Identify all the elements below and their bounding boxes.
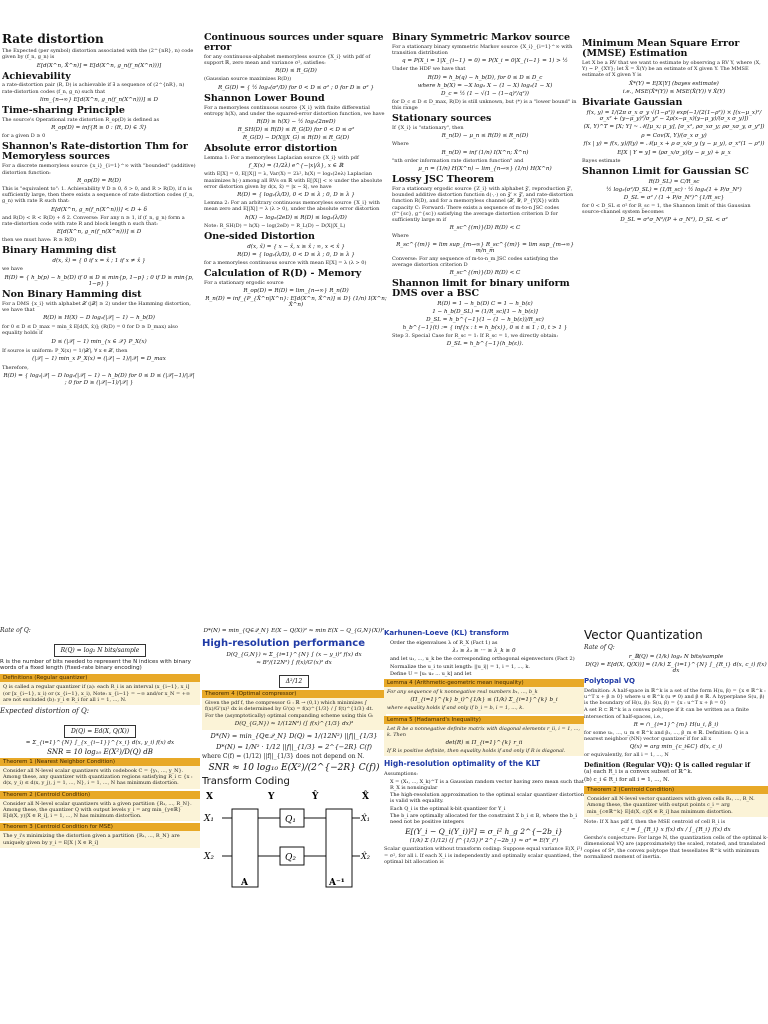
equation-theorem4: D(Q_{G,N}) ≈ 1/(12N²) (∫ f(x)^{1/3} dx)³ [234,720,354,727]
text-convex-polytope: A set R ⊂ ℝ^k is a convex polytope if it can be written as a finite intersection of half-spaces, i.e., [584,707,749,720]
equation-rop-limit: R_op(D) = R(D) = lim_{n→∞} R_n(D) [243,288,349,295]
diagram-label-xhat: X̂ [362,792,369,803]
text-given-d: for a given D ≥ 0 [2,133,46,140]
text-under-hdf: Under the HDF we have that [392,66,466,73]
heading-hires-klt: High-resolution optimality of the KLT [384,759,541,769]
equation-bsc-limit: 1 − h_b(D_SL) = (1/R_sc)[1 − h_b(ε)] [432,309,538,316]
heading-shannon-limit-bsc: Shannon limit for binary uniform DMS over a BSC [392,278,570,300]
cheatsheet-page-2 [0,616,768,1024]
lemma4-title: Lemma 4 (Arithmetic-geometric mean inequality) [384,679,584,687]
equation-laplacian-pdf: f_X(x) = (1/2λ) e^{−|x|/λ}, x ∈ ℝ [248,163,344,170]
equation-dq-sum: = Σ_{i=1}^{N} ∫_{x_{i−1}}^{x_i} d(x, y_i) f(x) dx [25,739,175,746]
equation-rn-def: R_n(D) = inf (1/n) I(X^n; X̂^n) [441,149,529,156]
lemma5 [384,724,584,757]
text-shannon-rd: For a discrete memoryless source {x_i}_{i=1}^∞ with "bounded" (additive) distortion function: [2,163,196,176]
equation-markov-rd: R(D) = h_b(q) − h_b(D), for 0 ≤ D ≤ D_c [427,74,543,81]
theorem2 [0,799,200,822]
equation-dstar: D*(N) = min_{Q∈𝒬_N} E(X − Q(X))² ≈ min E(X − Q_{G,N}(X))² [203,628,385,634]
equation-gaussian-limit: ½ log₂(σ²/D_SL) = (1/R_sc) · ½ log₂(1 + P/σ_N²) [606,186,742,193]
heading-binary-markov: Binary Symmetric Markov source [392,32,571,43]
heading-continuous-sources: Continuous sources under square error [204,32,384,53]
text-lossy-jsc: For a stationary ergodic source {Z_i} with alphabet 𝒵, reproduction 𝒵̂, bounded additive distortion function d(·,·) on 𝒵 × 𝒵̂, and rate-distortion function R(D), and for a memoryless channel (𝒳, 𝒴, P_{Y|X}) with capacity C: Forward: There exists a sequence of m-to-n JSC codes (f^{sc}, g^{sc}) satisfying the average distortion criterion D for sufficiently large m if [392,185,574,224]
text-expected-distortion: The Expected (per symbol) distortion associated with the (2^{nR}, n) code given by (f_n, g_n) is [2,48,194,61]
text-where: Where [392,141,409,148]
page1-column-4 [582,0,766,572]
text-mmse: Let X be a RV that we want to estimate by observing a RV Y, where (X, Y) ~ P_{XY}; let X̂ = X̂(Y) be an estimate of X given Y. The MMSE estimate of X given Y is [582,59,761,79]
text-rate-of-q: Rate of Q: [0,627,31,634]
heading-stationary-sources: Stationary sources [392,113,492,125]
diagram-label-xhat1: X̂₁ [361,814,370,824]
text-or-equivalently: or equivalently, for all i = 1, ..., N [584,752,669,759]
heading-achievability: Achievability [2,70,71,82]
equation-conditional-pdf: f(x | y) = f(x, y)/f(y) = 𝒩(μ_x + ρ σ_x/σ_y (y − μ_y), σ_x²(1 − ρ²)) [583,140,765,147]
theorem3 [0,831,200,848]
equation-slb-divergence: R_G(D) − D(X||X_G) ≤ R(D) ≤ R_G(D) [242,135,350,142]
equation-hires-integral: ≈ B²/(12N²) ∫ f(x)/G'(x)² dx [256,660,332,666]
text-equivalent: This is "equivalent to": 1. Achievability ∀ D ≥ 0, δ > 0, and R > R(D), if n is sufficiently large, then there exists a sequence of rate distortion codes (f_n, g_n) with rate R such that: [2,185,194,205]
lemma5-equality: If R is positive definite, then equality holds if and only if R is diagonal. [387,748,566,754]
equation-slb: R(D) ≥ h(X) − ½ log₂(2πeD) [256,119,336,126]
equation-expected-distortion: E[d(X^n, X̂^n)] = E[d(X^n, g_n(f_n(X^n)))] [36,62,162,69]
diagram-label-y: Y [268,792,275,803]
text-gaussian-max: (Gaussian source maximizes R(D)) [204,76,292,83]
text-therefore: Therefore, [2,364,29,371]
text-stationary: If {X_i} is "stationary", then [392,125,464,132]
equation-lossy-converse: R_sc^{(m)}(D) R(D) < C [449,270,521,277]
theorem4-title: Theorem 4 (Optimal compressor) [202,690,386,698]
equation-step3: D_SL = h_b^{−1}(h_b(ε)). [446,341,524,348]
equation-dsl-gaussian: D_SL = σ² / (1 + P/σ_N²)^{1/R_sc} [623,194,725,201]
equation-hadamard: det(R) ≤ Π_{i=1}^{k} r_ii [445,740,523,746]
equation-eigenvalue-order: λ₁ ≥ λ₂ ≥ ··· ≥ λ_k ≥ 0 [452,648,516,655]
diagram-label-q2: Q₂ [285,853,296,864]
text-non-binary: For a DMS {x_i} with alphabet 𝒳 (|𝒳| ≥ 2) under the Hamming distortion, we have that [2,300,191,313]
equation-klt-distortion: E[(Y_i − Q_i(Y_i))²] = σ_i² h_g 2^{−2b_i} [405,827,563,837]
equation-rate-of-q: R(Q) = log₂ N bits/sample [54,644,147,657]
heading-rd-memory: Calculation of R(D) - Memory [204,268,362,280]
heading-lossy-jsc: Lossy JSC Theorem [392,173,495,185]
text-one-sided-source: for a memoryless continuous source with mean E[X] = λ (λ > 0) [204,259,367,266]
equation-dstar-min: D*(N) = min_{Q∈𝒬_N} D(Q) ≈ 1/(12N²) ||f||_{1/3} [210,731,378,740]
text-regular-vq-b: (b) c_i ∈ R_i for all i = 1, ..., N. [584,777,670,784]
equation-rn-inf: R_n(D) = inf_{P_{X̂^n|X^n}: E[d(X^n, X̂^n)] ≤ D} (1/n) I(X^n; X̂^n) [205,296,387,309]
diagram-block-a-inverse [326,809,352,887]
diagram-label-x2: X₂ [204,852,215,863]
equation-non-binary-bound: R(D) ≥ H(X) − D log₂(|𝒳| − 1) − h_b(D) [43,315,155,322]
equation-mmse-optimal: i.e., MSE(X̂*(Y)) ≤ MSE(X̂(Y)) ∀ X̂(Y) [622,88,726,95]
equation-rho: ρ = Cov(X, Y)/(σ_x σ_y) [641,132,707,139]
lemma5-title: Lemma 5 (Hadamard's Inequality) [384,716,584,724]
text-regular-vq-a: (a) each R_i is a convex subset of ℝ^k. [584,769,693,776]
equation-vq-distortion: D(Q) = E[d(X, Q(X))] = (1/k) Σ_{i=1}^{N} ∫_{R_i} d(x, c_i) f(x) dx [585,661,767,674]
heading-non-binary-hamming: Non Binary Hamming dist [2,288,142,300]
equation-dc: D_c = ½ (1 − √(1 − (1−q)²/q²)) [441,90,529,97]
heading-shannon-lower-bound: Shannon Lower Bound [204,92,325,104]
equation-dq: D(Q) = Ed(X, Q(X)) [64,725,136,738]
equation-hb-inverse: h_b^{−1}(t) := { inf{x : t = h_b(x)}, 0 ≤ t ≤ 1 ; 0, t > 1 } [402,325,568,332]
equation-snr: SNR = 10 log₁₀ E(X²)/D(Q) dB [47,747,153,756]
transform-coding-diagram [202,789,380,897]
equation-rop-equals-rd: R_op(D) = R(D) [76,177,122,184]
equation-mse-centroid: c_i = ∫_{R_i} x f(x) dx / ∫_{R_i} f(x) dx [621,827,731,834]
text-cf-independent: where C(f) = (1/12) ||f||_{1/3} does not depend on N. [202,752,365,760]
heading-rate-distortion: Rate distortion [2,32,104,46]
equation-dstar-cf: D*(N) = 1/N² · 1/12 ||f||_{1/3} = 2^{−2R} C(f) [216,742,372,751]
text-half-space: Definition: A half-space in ℝ^k is a set of the form H(u, β) = {x ∈ ℝ^k : u^T x + β ≥ 0} where u ∈ ℝ^k (u ≠ 0) and β ∈ ℝ. A hyperplane S(u, β) is the boundary of H(u, β): S(u, β) = {x : u^T x + β = 0} [584,687,766,706]
equation-klt-average: (1/k) Σ (1/12) (∫ f^{1/3})³ 2^{−2b_i} ≈ σ² = E(Y_i²) [409,838,559,845]
equation-hires-sum: D(Q_{G,N}) ≈ Σ_{i=1}^{N} ∫ (x − y_i)² f(x) dx [226,652,362,658]
bullet-assumption-bit-allocation: The b_i are optimally allocated for the constraint Σ b_i ≤ B, where the b_i need not be positive integers [390,812,577,825]
diagram-label-xhat2: X̂₂ [361,852,370,862]
equation-bsc-rd-capacity: R(D) = 1 − h_b(D) C = 1 − h_b(ε) [437,301,533,308]
equation-mu-n: μ_n = (1/n) H(X^n) − lim_{n→∞} (1/n) H(X^n) [418,165,552,172]
text-converse: and R(D) < R < R(D) + δ 2. Converse: For any n ≥ 1, if (f_n, g_n) form a rate-distortion code with rate R and block length n such that: [2,214,185,227]
heading-one-sided: One-sided Distortion [204,230,315,242]
text-where-2: Where [392,233,409,240]
text-scalar-without-transform: Scalar quantization without transform coding: Suppose equal variance E(X_i²) = σ², for all i. If each X_i is independently and optimally scalar quantized, the optimal bit allocation is [384,846,583,865]
diagram-label-a-inverse: A⁻¹ [329,878,345,889]
text-mse-centroid-note: Note: If X has pdf f, then the MSE centroid of cell R_i is [584,818,726,825]
equation-achievability: lim_{n→∞} E[d(X^n, g_n(f_n(X^n)))] ≤ D [40,96,158,103]
lemma5-body: Let R be a nonnegative definite matrix with diagonal elements r_ii, i = 1, ..., k. Then [387,725,580,738]
equation-laplacian-rd: R(D) = { log₂(λ/D), 0 < D ≤ λ ; 0, D ≥ λ } [237,192,355,199]
equation-delta-squared: Δ²/12 [279,675,309,688]
text-note-rsh: Note: R_SH(D) = h(X) − log(2eD) = R_L(D) − D(X||X_L) [204,222,346,229]
heading-shannon-limit-gaussian: Shannon Limit for Gaussian SC [582,165,749,177]
text-uniform-source: If source is uniform: P_X(x) = 1/|𝒳|, ∀ x ∈ 𝒳, then [2,347,128,354]
equation-operational-rd: R_op(D) = inf{R ≥ 0 : (R, D) ∈ ℛ} [51,125,147,132]
diagram-label-x: X [206,792,213,803]
equation-one-sided-distortion: d(x, x̂) = { x − x̂, x ≥ x̂ ; ∞, x < x̂ } [247,243,345,250]
equation-uniform-rd: R(D) = { log₂|𝒳| − D log₂(|𝒳| − 1) − h_b(D) for 0 ≤ D ≤ (|𝒳|−1)/|𝒳| ; 0 for D ≥ (|𝒳|−1)/|𝒳| } [3,373,195,387]
heading-regular-vq: Definition (Regular VQ): Q is called regular if [584,760,751,769]
page2-column-1 [0,616,200,1024]
equation-rsc: R_sc^{(m)} = lim sup_{m→∞} R_sc^{(m)} = lim sup_{m→∞} m/n_m [396,241,574,254]
text-nth-order: "nth order information rate distortion function" and [392,157,524,164]
diagram-label-a: A [241,878,248,889]
equation-binary-rd: R(D) = { h_b(p) − h_b(D) if 0 ≤ D ≤ min{p, 1−p} ; 0 if D ≥ min{p, 1−p} } [4,274,194,287]
page2-column-4 [584,616,768,1024]
definition-regular-quantizer [0,682,200,705]
text-lemma1: Lemma 1: For a memoryless Laplacian source {X_i} with pdf [204,155,359,162]
lemma4-body: For any sequence of k nonnegative real numbers b₁, ..., b_k [387,689,538,695]
heading-absolute-error: Absolute error distortion [204,143,338,155]
equation-slb-sandwich: R_SH(D) ≤ R(D) ≤ R_G(D) for 0 < D ≤ σ² [237,127,355,134]
vq-theorem2-body: Consider all N-level vector quantizers with given cells R₁, ..., R_N. Among these, the quantizer with output points c_i = arg min_{c∈ℝ^k} E[d(X, c)|X ∈ R_i] has minimum distortion. [587,796,755,815]
equation-vq-rate: r_ℝ(Q) = (1/k) log₂ N bits/sample [628,653,724,660]
theorem1-title: Theorem 1 (Nearest Neighbor Condition) [0,758,200,766]
equation-rd-sl: R(D_SL) = C/R_sc [648,178,700,185]
heading-transform-coding: Transform Coding [202,776,290,788]
page1-column-1 [2,0,196,572]
bullet-assumption-hires: The high-resolution approximation to the optimal scalar quantizer distortion is valid with equality. [390,792,584,805]
diagram-label-yhat: Ŷ [312,792,319,803]
equation-one-sided-rd: R(D) = { log₂(λ/D), 0 < D ≤ λ ; 0, D ≥ λ } [237,251,355,258]
text-assumptions: Assumptions: [384,771,418,778]
theorem2-title: Theorem 2 (Centroid Condition) [0,791,200,799]
theorem4 [202,698,386,730]
heading-klt: Karhunen-Loeve (KL) transform [384,629,509,637]
text-vq-rate: Rate of Q: [584,644,615,651]
text-continuous-sources: for any continuous-alphabet memoryless source {X_i} with pdf of support ℝ, zero mean and variance σ², satisfies: [204,53,371,67]
lemma4 [384,687,584,714]
text-nn-definition: for some u₁, ..., u_m ∈ ℝ^k and β₁, ..., β_m ∈ ℝ. Definition: Q is a nearest neighbor (NN) vector quantizer if for all x [584,729,749,742]
text-shannon-lower-bound: For a memoryless continuous source {X_i} with finite differential entropy h(X), and under the squared-error distortion function, we have [204,104,385,117]
page1-column-2 [204,0,388,572]
text-lemma2: Lemma 2: For an arbitrary continuous memoryless source {X_i} with mean zero and E[|X|] = λ (λ > 0), under the absolute error distortion [204,200,380,213]
equation-rd-le-rg: R(D) ≤ R_G(D) [275,68,317,75]
equation-equality-condition: D ≤ (|𝒳| − 1) min_{x ∈ 𝒳} P_X(x) [51,338,147,345]
theorem2-body: Consider all N-level scalar quantizers with a given partition {R₁, ..., R_N}. Among these, the quantizer Q with output levels y_i = arg min_{y∈ℝ} E[d(X, y)|X ∈ R_i], i = 1, ..., N has minimum distortion. [3,800,192,819]
text-binary-markov: For a stationary binary symmetric Markov source {X_i}_{i=1}^∞ with transition distribution [392,43,573,57]
heading-binary-hamming: Binary Hamming dist [2,245,117,257]
equation-conditional-mean: E[X | Y = y] = (ρσ_x/σ_y)(y − μ_y) + μ_x [617,149,731,156]
heading-shannon-rd-theorem: Shannon's Rate-distortion Thm for Memoryless sources [2,141,188,163]
heading-bivariate-gaussian: Bivariate Gaussian [582,96,683,108]
heading-time-sharing: Time-sharing Principle [2,104,125,116]
text-gaussian-limit: for 0 < D_SL ≤ σ² for R_sc = 1, the Shannon limit of this Gaussian source-channel system becomes [582,202,751,216]
equation-hamming-distortion: d(x, x̂) = { 0 if x = x̂ ; 1 if x ≠ x̂ } [52,258,146,265]
equation-am-gm: (Π_{i=1}^{k} b_i)^{1/k} ≤ (1/k) Σ_{i=1}^{k} b_i [410,697,558,704]
vq-theorem2 [584,794,768,817]
diagram-label-q1: Q₁ [285,815,296,826]
bullet-assumption-optimal-q: Each Q_i is the optimal k-bit quantizer for Y_i [390,805,506,812]
equation-snr-hires: SNR ≈ 10 log₁₀ E(X²)/(2^{−2R} C(f)) [208,763,380,774]
text-bayes-estimate: Bayes estimate [582,157,621,164]
equation-uniform-dmax: (|𝒳| − 1) min_x P_X(x) = (|𝒳| − 1)/|𝒳| = D_max [32,355,166,362]
text-bits-needed: R is the number of bits needed to represent the N indices with binary words of a fixed length (fixed-rate binary encoding) [0,658,191,672]
text-achievability: a rate-distortion pair (R, D) is achievable if ∃ a sequence of (2^{nR}, n) rate-distortion codes (f_n, g_n) such that [2,82,185,95]
vq-theorem2-title: Theorem 2 (Centroid Condition) [584,786,768,794]
text-time-sharing: The source's Operational rate distortion R_op(D) is defined as [2,116,160,123]
equation-lossy-forward: R_sc^{(m)}(D) R(D) < C [449,225,521,232]
theorem4-body: Given the pdf f, the compressor G : ℝ → (0,1) which minimizes ∫ f(x)/G'(x)² dx is determined by G'(x) = f(x)^{1/3} / ∫ f(t)^{1/3} dt. For the (asymptotically) optimal companding scheme using this G: [205,700,374,719]
equation-dsl-rsc1: D_SL = σ²σ_N²/(P + σ_N²), D_SL < σ² [620,217,728,224]
equation-stationary-bound: R_n(D) − μ_n ≤ R(D) ≤ R_n(D) [441,133,529,140]
text-then-must-have: then we must have: R ≥ R(D) [2,237,77,244]
definition-regular-quantizer-body: Q is called a regular quantizer if (a): each R_i is an interval (x_{i−1}, x_i] (or [x_{i−1}, x_i) or (x_{i−1}, x_i), Note: x_{i−1} = −∞ and/or x_N = +∞ are not excluded (b): y_i ∈ R_i for all i = 1, ..., N. [3,684,191,703]
text-step3: Step 3. Special Case for R_sc = 1: If R_sc = 1, we directly obtain: [392,333,559,340]
bullet-define-u: Define U = [u₁ u₂ ... u_k] and let [390,670,472,677]
text-expected-distortion-q: Expected distortion of Q: [0,707,90,715]
equation-achievability-delta: E[d(X^n, g_n(f_n(X^n)))] < D + δ [50,206,147,213]
bullet-order-eigenvalues: Order the eigenvalues λ of R_X (Fact 1) as [390,640,498,646]
heading-polytopal-vq: Polytopal VQ [584,676,635,685]
diagram-block-a [232,809,258,887]
text-we-have: we have [2,266,23,273]
text-dmax: for 0 ≤ D ≤ D_max = min_x̂ E[d(X, x̂)]; (R(D) = 0 for D ≥ D_max) also equality holds if [2,324,178,337]
page2-column-3 [384,616,584,1024]
equation-mmse: X̂*(Y) = E[X|Y] (bayes estimate) [629,80,719,87]
theorem1-body: Consider all N-level scalar quantizers with codebook C = {y₁, ..., y_N}. Among these, any quantizer with quantization regions satisfying R_i ⊂ {x : d(x, y_i) ≤ d(x, y_j), j = 1, ..., N}, i = 1, ..., N has minimum distortion. [3,767,193,787]
theorem3-body: The y_i's minimizing the distortion given a partition {R₁, ..., R_N} are uniquely given by y_i = E[X | X ∈ R_i] [3,833,180,846]
bullet-normalize: Normalize the u_i to unit length: ||u_i|| = 1, i = 1, ..., k. [390,663,530,670]
page1-column-3 [392,0,578,572]
equation-dsl: D_SL = h_b^{−1}(1 − (1 − h_b(ε))/R_sc) [426,317,544,324]
text-converse-jsc: Converse: For any sequence of m-to-n_m JSC codes satisfying the average distortion criterion D [392,255,559,268]
equation-binary-entropy: where h_b(X) = −X log₂ X − (1 − X) log₂(1 − X) [417,82,553,89]
bullet-assumption-gaussian: X = (X₁, ..., X_k)^T is a Gaussian random vector having zero mean such that R_X is nonsingular [390,778,584,791]
heading-vector-quantization: Vector Quantization [584,628,703,642]
bullet-eigenvectors: and let u₁, ..., u_k be the corresponding orthogonal eigenvectors (Fact 2) [390,656,575,663]
equation-gaussian-rd: R_G(D) = { ½ log₂(σ²/D) for 0 < D ≤ σ² ; 0 for D ≥ σ² } [218,84,374,91]
equation-bivariate-pdf: f(x, y) = 1/(2π σ_x σ_y √(1−ρ²)) exp(−1/(2(1−ρ²)) × [(x−μ_x)²/σ_x² + (y−μ_y)²/σ_y² − 2ρ(x−μ_x)(y−μ_y)/(σ_x σ_y)]) [586,109,762,122]
diagram-label-x1: X₁ [204,814,215,825]
theorem3-title: Theorem 3 (Centroid Condition for MSE) [0,823,200,831]
text-laplacian-props: with E[X] = 0, E[|X|] = λ, Var(X) = 2λ², h(X) = log₂(2eλ) Laplacian maximizes h(·) among all RVs on ℝ with E[|X|] < ∞ under the absolute error distortion given by d(x, x̂) = |x − x̂|, we have [204,171,383,190]
text-gersho-conjecture: Gersho's conjecture: For large N, the quantization cells of the optimal k-dimensional VQ are (approximately) the scaled, rotated, and translated copies of S*, the convex polytope that tessellates ℝ^k with minimum normalized moment of inertia. [584,835,768,860]
text-stationary-ergodic: For a stationary ergodic source [204,280,284,287]
lemma4-equality: where equality holds if and only if b_i = b, i = 1, ..., k. [387,705,524,712]
equation-bivariate-normal: (X, Y)^T = [X; Y] ~ 𝒩([μ_x; μ_y], [σ_x², ρσ_xσ_y; ρσ_xσ_y, σ_y²]) [583,123,765,130]
page-gap [0,572,768,616]
equation-transition-q: q = P(X_i = 1|X_{i−1} = 0) = P(X_i = 0|X_{i−1} = 1) > ½ [402,58,568,65]
equation-converse: E[d(X^n, g_n(f_n(X^n)))] ≤ D [56,229,142,236]
theorem1 [0,766,200,789]
equation-lemma2: h(X) − log₂(2eD) ≤ R(D) ≤ log₂(λ/D) [245,214,347,221]
equation-polytope: R = ∩_{i=1}^{m} H(u_i, β_i) [633,721,719,728]
equation-nn: Q(x) = arg min_{c_i∈C} d(x, c_i) [629,744,723,751]
heading-high-resolution: High-resolution performance [202,638,366,649]
text-dc-range: for D_c ≤ D ≤ D_max, R(D) is still unknown, but (*) is a "lower bound" in this range [392,98,577,111]
heading-mmse: Minimum Mean Square Error (MMSE) Estimation [582,38,740,59]
page2-column-2 [202,616,386,1024]
definition-regular-quantizer-title: Definitions (Regular quantizer) [0,674,200,682]
